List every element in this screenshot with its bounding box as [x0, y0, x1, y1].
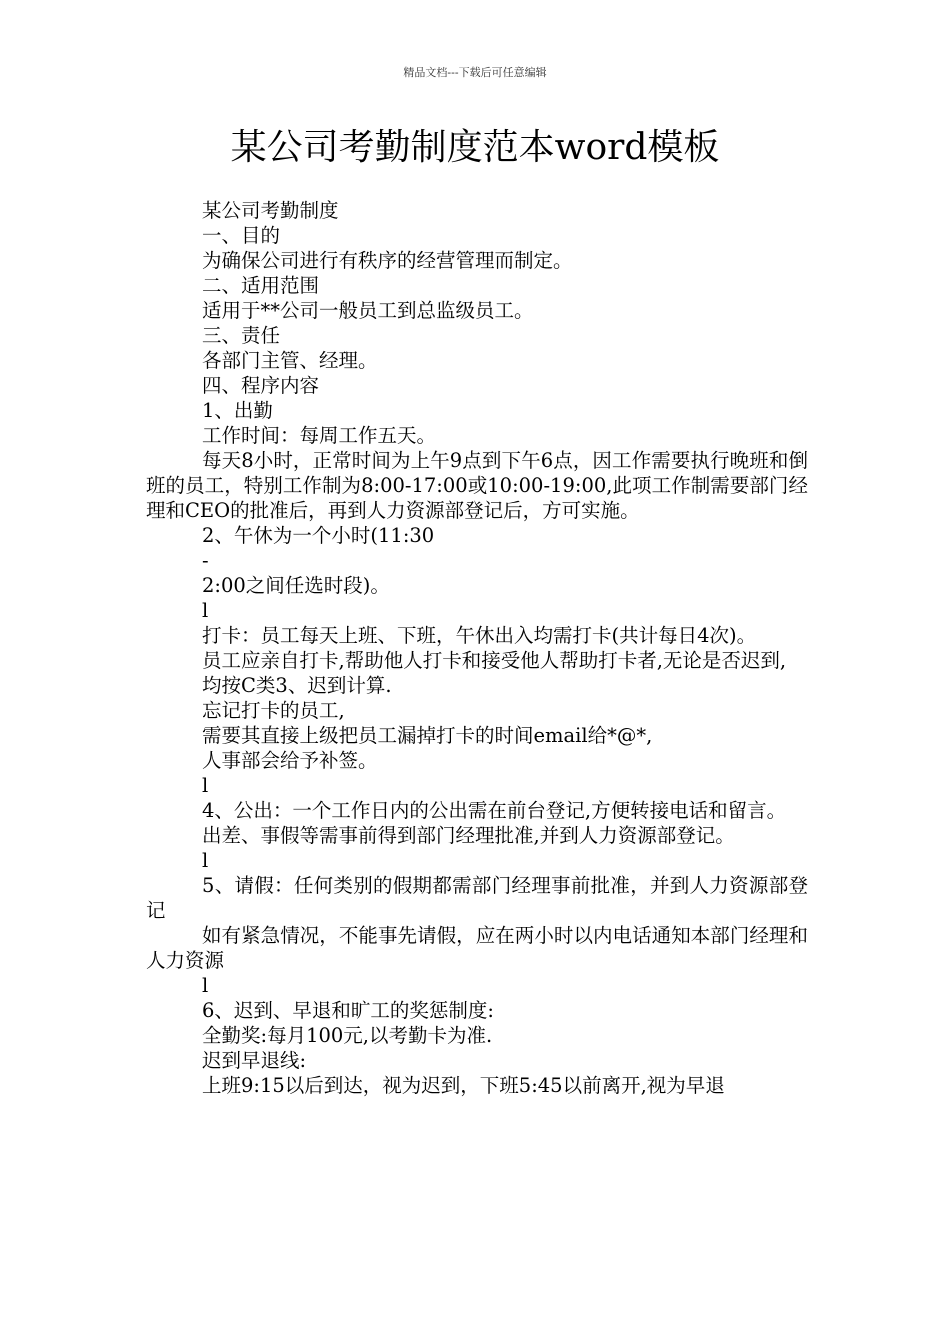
body-paragraph: 全勤奖:每月100元,以考勤卡为准. — [202, 1024, 493, 1047]
section-heading: 某公司考勤制度 — [202, 199, 339, 222]
subsection-heading: 1、出勤 — [202, 399, 273, 422]
body-paragraph: 4、公出：一个工作日内的公出需在前台登记,方便转接电话和留言。 — [202, 799, 787, 822]
body-paragraph: - — [202, 549, 209, 572]
section-heading: 四、程序内容 — [202, 374, 320, 397]
body-paragraph: 5、请假：任何类别的假期都需部门经理事前批准，并到人力资源部登记 — [146, 874, 808, 922]
section-heading: 三、责任 — [202, 324, 281, 347]
body-paragraph: 工作时间：每周工作五天。 — [202, 424, 437, 447]
body-paragraph: 人事部会给予补签。 — [202, 749, 378, 772]
section-heading: 一、目的 — [202, 224, 281, 247]
section-heading: 二、适用范围 — [202, 274, 320, 297]
body-paragraph: 忘记打卡的员工, — [202, 699, 345, 722]
body-paragraph: 适用于**公司一般员工到总监级员工。 — [202, 299, 534, 322]
subsection-heading: 6、迟到、早退和旷工的奖惩制度: — [202, 999, 494, 1022]
document-body — [146, 198, 808, 1098]
document-title: 某公司考勤制度范本word模板 — [230, 127, 720, 168]
body-paragraph: 为确保公司进行有秩序的经营管理而制定。 — [202, 249, 573, 272]
page-header: 精品文档---下载后可任意编辑 — [403, 66, 547, 79]
body-paragraph: 员工应亲自打卡,帮助他人打卡和接受他人帮助打卡者,无论是否迟到, — [202, 649, 787, 672]
body-paragraph: 均按C类3、迟到计算. — [202, 674, 392, 697]
body-paragraph: 上班9:15以后到达，视为迟到，下班5:45以前离开,视为早退 — [202, 1074, 725, 1097]
list-marker: l — [202, 849, 209, 872]
body-paragraph: 如有紧急情况，不能事先请假，应在两小时以内电话通知本部门经理和人力资源 — [146, 924, 808, 972]
body-paragraph: 每天8小时，正常时间为上午9点到下午6点，因工作需要执行晚班和倒班的员工，特别工作制为8:00-17:00或10:00-19:00,此项工作制需要部门经理和CEO的批准后，再到人力资源部登记后，方可实施。 — [146, 449, 808, 522]
list-marker: l — [202, 774, 209, 797]
body-paragraph: 需要其直接上级把员工漏掉打卡的时间email给*@*, — [202, 724, 653, 747]
list-marker: l — [202, 599, 209, 622]
body-paragraph: 2、午休为一个小时(11:30 — [202, 524, 435, 547]
body-paragraph: 打卡：员工每天上班、下班，午休出入均需打卡(共计每日4次)。 — [202, 624, 757, 647]
body-paragraph: 2:00之间任选时段)。 — [202, 574, 390, 597]
list-marker: l — [202, 974, 209, 997]
body-paragraph: 迟到早退线: — [202, 1049, 307, 1072]
body-paragraph: 出差、事假等需事前得到部门经理批准,并到人力资源部登记。 — [202, 824, 735, 847]
body-paragraph: 各部门主管、经理。 — [202, 349, 378, 372]
